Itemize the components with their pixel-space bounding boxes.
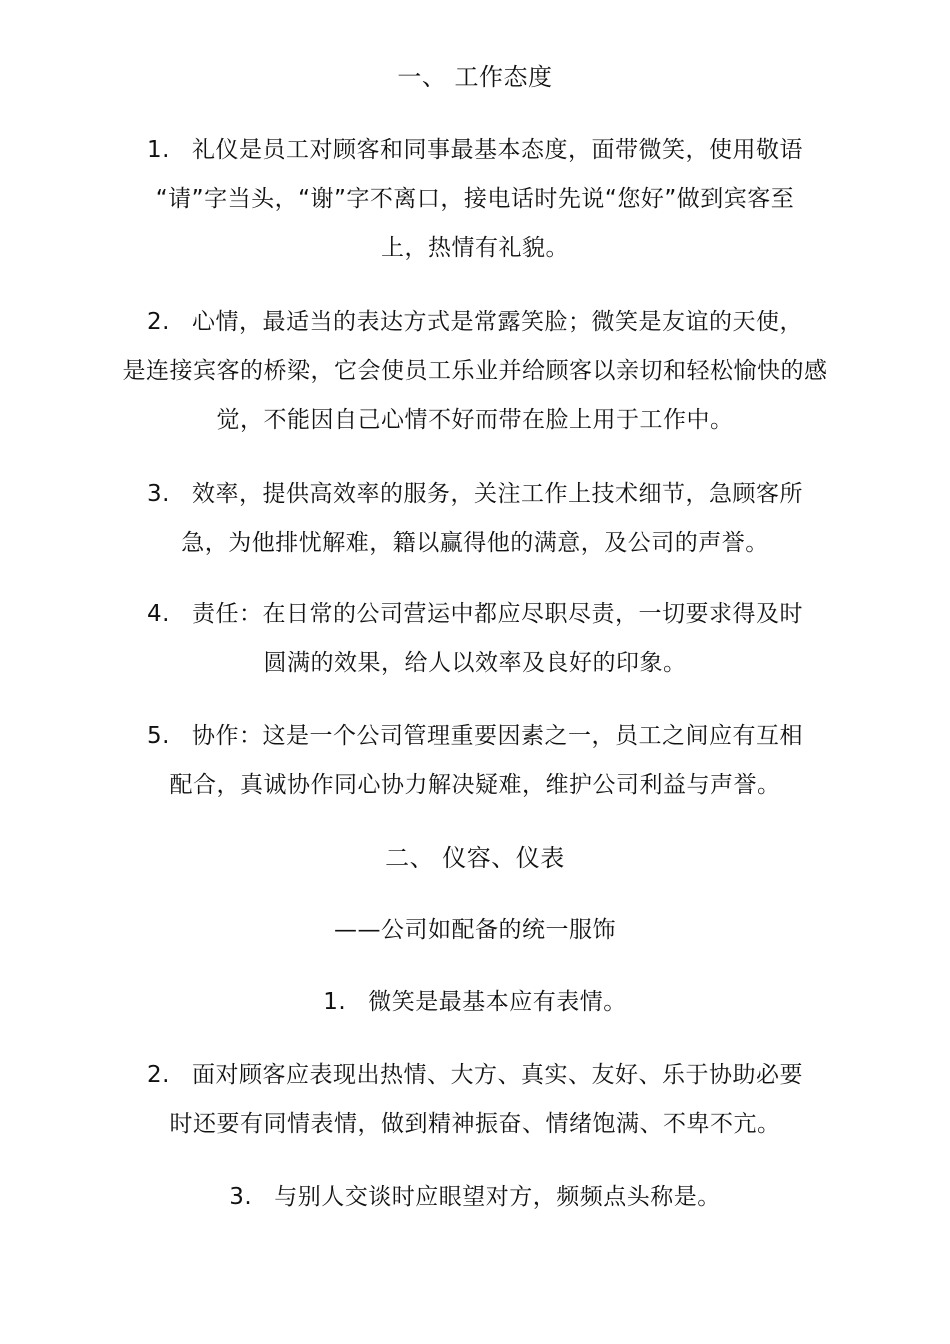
item-4-line-1 (60, 599, 890, 629)
section-1-heading: 一、 工作态度 (397, 63, 553, 91)
section-2-heading: 二、 仪容、仪表 (385, 844, 565, 872)
item-1-line-3: 上，热情有礼貌。 (381, 235, 569, 261)
item-3-line-2: 急，为他排忧解难，籍以赢得他的满意，及公司的声誉。 (181, 530, 769, 556)
item-2-line-1 (60, 307, 890, 337)
item-1-line-1 (60, 135, 890, 165)
item-text: 心情，最适当的表达方式是常露笑脸；微笑是友谊的天使， (191, 309, 803, 335)
item-number: 1. (147, 137, 170, 163)
item-4-line-2: 圆满的效果，给人以效率及良好的印象。 (263, 650, 687, 676)
item-text: 协作：这是一个公司管理重要因素之一，员工之间应有互相 (191, 723, 803, 749)
item-number: 4. (147, 601, 170, 627)
s2-item-3-line-1 (60, 1182, 890, 1212)
item-text: 责任：在日常的公司营运中都应尽职尽责，一切要求得及时 (191, 601, 803, 627)
item-2-line-3: 觉，不能因自己心情不好而带在脸上用于工作中。 (216, 407, 734, 433)
section-2-subheading: ——公司如配备的统一服饰 (334, 917, 616, 943)
item-text: 面对顾客应表现出热情、大方、真实、友好、乐于协助必要 (191, 1062, 803, 1088)
s2-item-1-line-1 (60, 987, 890, 1017)
item-5-line-1 (60, 721, 890, 751)
item-text: 微笑是最基本应有表情。 (368, 989, 627, 1015)
item-5-line-2: 配合，真诚协作同心协力解决疑难，维护公司利益与声誉。 (169, 772, 781, 798)
s2-item-2-line-2: 时还要有同情表情，做到精神振奋、情绪饱满、不卑不亢。 (169, 1111, 781, 1137)
item-2-line-2: 是连接宾客的桥梁，它会使员工乐业并给顾客以亲切和轻松愉快的感 (122, 358, 828, 384)
item-text: 效率，提供高效率的服务，关注工作上技术细节，急顾客所 (191, 481, 803, 507)
item-text: 礼仪是员工对顾客和同事最基本态度，面带微笑，使用敬语 (191, 137, 803, 163)
item-text: 与别人交谈时应眼望对方，频频点头称是。 (274, 1184, 721, 1210)
s2-item-2-line-1 (60, 1060, 890, 1090)
item-number: 2. (147, 309, 170, 335)
item-1-line-2: “请”字当头，“谢”字不离口，接电话时先说“您好”做到宾客至 (155, 186, 795, 212)
item-number: 3. (147, 481, 170, 507)
item-3-line-1 (60, 479, 890, 509)
item-number: 2. (147, 1062, 170, 1088)
item-number: 1. (323, 989, 347, 1015)
item-number: 3. (229, 1184, 253, 1210)
item-number: 5. (147, 723, 170, 749)
